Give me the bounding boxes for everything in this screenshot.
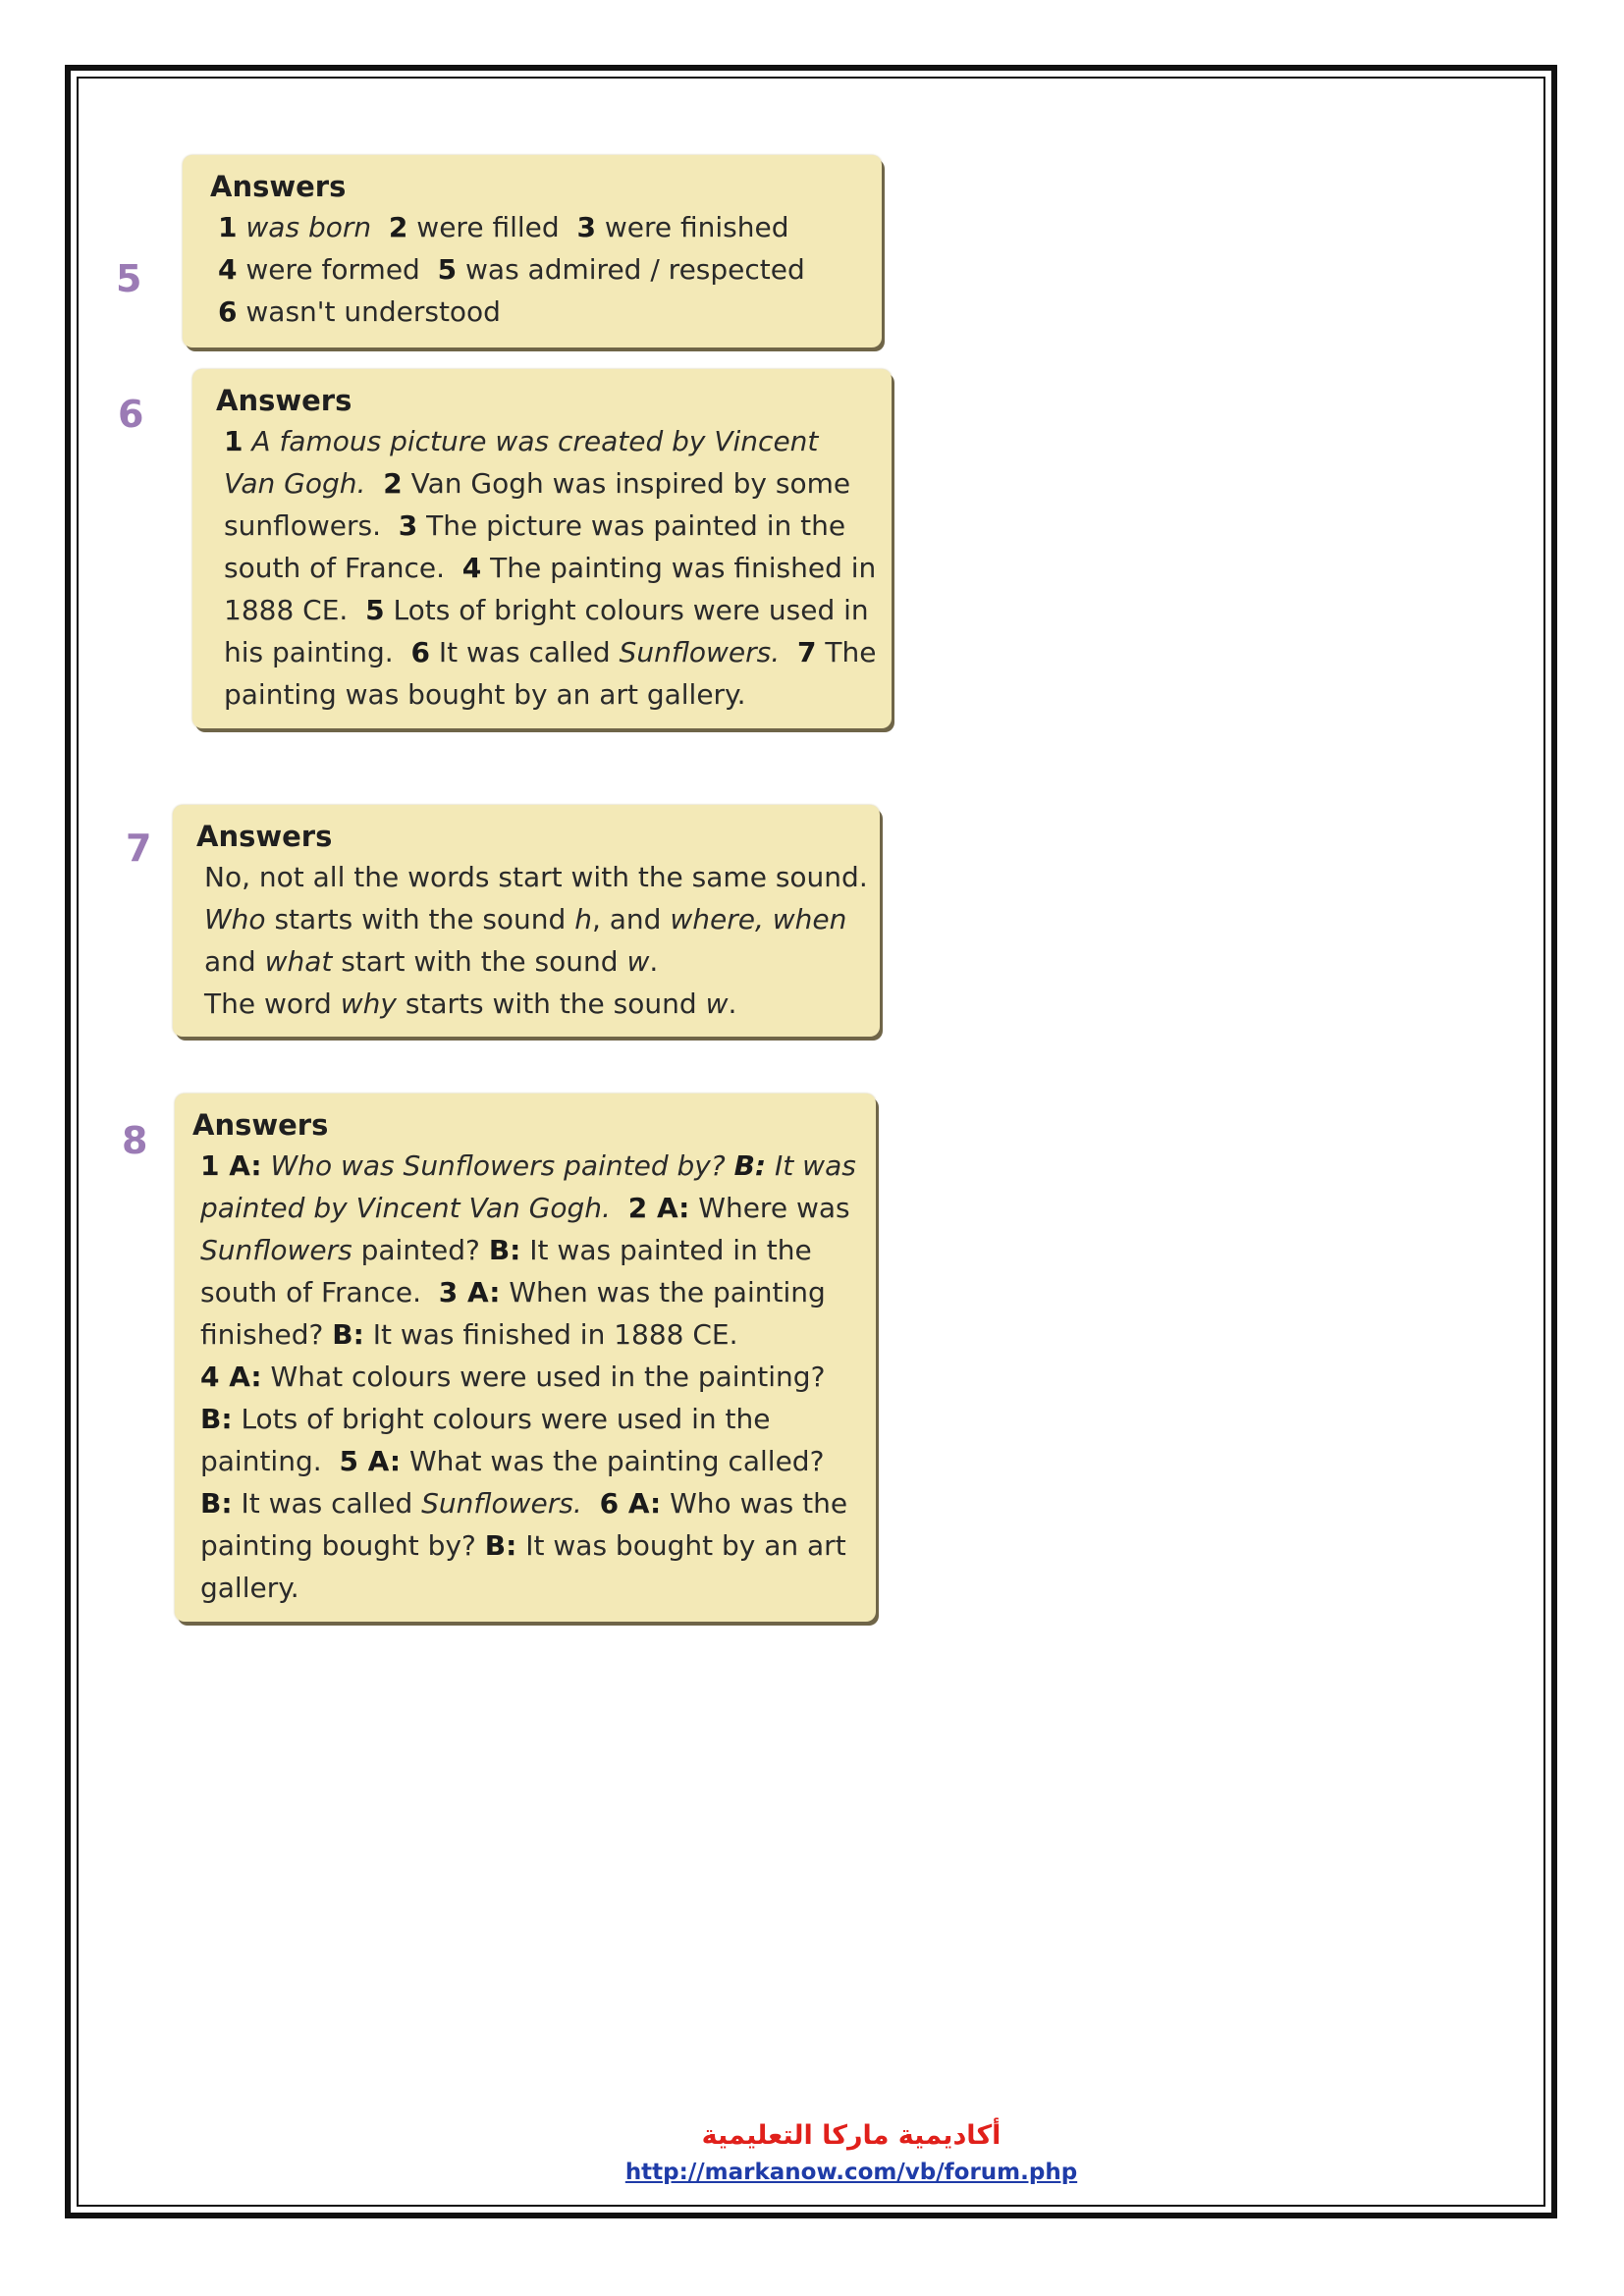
answer-box <box>192 369 892 728</box>
answer-box-title: Answers <box>210 170 347 203</box>
answer-text: Who was the <box>661 1487 848 1520</box>
answer-lines <box>210 206 862 333</box>
answer-text: 6 <box>410 636 430 668</box>
answer-text: w <box>626 945 650 978</box>
answer-text: wasn't understood <box>237 295 501 328</box>
answer-text: 4 <box>218 253 238 286</box>
answer-text: starts with the sound <box>396 988 706 1020</box>
answer-text: 6 <box>218 295 238 328</box>
answer-text: south of France. <box>200 1276 439 1308</box>
answer-text: B: <box>332 1318 364 1351</box>
answer-lines <box>196 856 868 1025</box>
answer-text: Who <box>204 903 266 935</box>
answer-line <box>200 1313 856 1356</box>
answer-text: B: <box>200 1487 233 1520</box>
answer-box <box>183 155 882 347</box>
answer-box <box>175 1094 876 1622</box>
answer-text: 1 <box>224 425 244 457</box>
answer-text: Van Gogh was inspired by some <box>402 467 851 500</box>
answer-text: 3 <box>398 509 418 542</box>
answer-line <box>224 589 872 631</box>
answer-text: 2 <box>388 211 408 243</box>
answer-text: painting bought by? <box>200 1529 485 1562</box>
answer-text: . <box>728 988 737 1020</box>
answer-text: B: <box>488 1234 521 1266</box>
answer-text: Sunflowers. <box>421 1487 582 1520</box>
exercise-number: 6 <box>118 393 144 436</box>
answer-text: It was painted in the <box>520 1234 812 1266</box>
answer-line <box>204 983 860 1025</box>
answer-text: 2 <box>383 467 403 500</box>
answer-text: Who was Sunflowers painted by? <box>270 1149 734 1182</box>
answer-text: What was the painting called? <box>401 1445 825 1477</box>
answer-line <box>218 248 862 291</box>
answer-text: , and <box>591 903 671 935</box>
answer-lines <box>192 1145 856 1609</box>
answer-line <box>218 291 862 333</box>
answer-text: 1888 CE. <box>224 594 366 626</box>
answer-text <box>780 636 797 668</box>
answer-line <box>200 1482 856 1524</box>
answer-line <box>200 1187 856 1229</box>
answer-box-title: Answers <box>192 1108 329 1142</box>
exercise-number: 7 <box>126 827 152 870</box>
answer-text: Lots of bright colours were used in the <box>232 1403 771 1435</box>
answer-line <box>204 898 860 940</box>
answer-line <box>200 1398 856 1440</box>
answer-text: 7 <box>796 636 817 668</box>
answer-text: What colours were used in the painting? <box>261 1361 826 1393</box>
answer-line <box>200 1356 856 1398</box>
answer-text: When was the painting <box>500 1276 826 1308</box>
answer-text: No, not all the words start with the same sound. <box>204 861 868 893</box>
answer-line <box>224 505 872 547</box>
answer-text: Sunflowers. <box>619 636 781 668</box>
answer-text <box>582 1487 600 1520</box>
answer-line <box>200 1524 856 1567</box>
answer-box-title: Answers <box>216 384 352 417</box>
answer-text: his painting. <box>224 636 411 668</box>
answer-text: 5 <box>365 594 385 626</box>
answer-line <box>204 940 860 983</box>
answer-text: painting was bought by an art gallery. <box>224 678 746 711</box>
answer-text: was admired / respected <box>457 253 805 286</box>
answer-text: Lots of bright colours were used in <box>384 594 869 626</box>
answer-line <box>204 856 868 898</box>
answer-text: painting. <box>200 1445 340 1477</box>
answer-text: Where was <box>689 1192 850 1224</box>
answer-text: 1 A: <box>200 1149 262 1182</box>
answer-text: 5 A: <box>339 1445 402 1477</box>
answer-text: The painting was finished in <box>481 552 877 584</box>
answer-line <box>224 631 877 673</box>
answer-text: Sunflowers <box>200 1234 352 1266</box>
answer-line <box>200 1567 856 1609</box>
exercise-number: 8 <box>122 1119 148 1162</box>
answer-text: 4 A: <box>200 1361 262 1393</box>
answer-text: . <box>649 945 659 978</box>
answer-text: 1 <box>218 211 238 243</box>
answer-text: It was bought by an art <box>516 1529 846 1562</box>
answer-text: where, when <box>670 903 847 935</box>
answer-text: B: <box>200 1403 233 1435</box>
answer-text: were finished <box>595 211 789 243</box>
answer-text: h <box>574 903 592 935</box>
answer-text: 6 A: <box>599 1487 662 1520</box>
answer-text: It was finished in 1888 CE. <box>363 1318 738 1351</box>
exercise-number: 5 <box>116 257 142 300</box>
answer-line <box>200 1229 856 1271</box>
footer-academy-name: أكاديمية ماركا التعليمية <box>701 2120 1001 2151</box>
answer-text: south of France. <box>224 552 462 584</box>
footer-link[interactable]: http://markanow.com/vb/forum.php <box>624 2160 1078 2185</box>
answer-text: B: <box>484 1529 517 1562</box>
answer-text: and <box>204 945 265 978</box>
answer-text: The word <box>204 988 341 1020</box>
answer-text: 4 <box>461 552 482 584</box>
answer-line <box>200 1440 856 1482</box>
answer-text: was born <box>245 211 372 243</box>
answer-text: 2 A: <box>627 1192 690 1224</box>
answer-line <box>200 1271 856 1313</box>
answer-text: sunflowers. <box>224 509 399 542</box>
answer-text: Van Gogh. <box>224 467 366 500</box>
answer-text: 3 <box>576 211 596 243</box>
answer-text <box>365 467 383 500</box>
answer-text: It was <box>766 1149 856 1182</box>
answer-box-title: Answers <box>196 820 333 853</box>
answer-line <box>224 420 872 462</box>
answer-text <box>371 211 389 243</box>
answer-line <box>218 206 862 248</box>
answer-text: B: <box>733 1149 767 1182</box>
answer-text: It was called <box>429 636 620 668</box>
answer-text: starts with the sound <box>265 903 575 935</box>
answer-text: 5 <box>437 253 458 286</box>
answer-lines <box>216 420 877 716</box>
answer-text: start with the sound <box>332 945 627 978</box>
answer-text <box>262 1149 271 1182</box>
answer-box <box>173 805 880 1037</box>
answer-text: were formed <box>237 253 438 286</box>
answer-text: what <box>264 945 333 978</box>
answer-text: gallery. <box>200 1572 299 1604</box>
answer-text: The <box>816 636 877 668</box>
answer-text: A famous picture was created by Vincent <box>251 425 819 457</box>
answer-text <box>611 1192 628 1224</box>
answer-text: w <box>705 988 729 1020</box>
answer-text: finished? <box>200 1318 333 1351</box>
answer-text: were filled <box>407 211 577 243</box>
answer-line <box>200 1145 856 1187</box>
answer-line <box>224 547 877 589</box>
answer-text: It was called <box>232 1487 422 1520</box>
answer-text: painted by Vincent Van Gogh. <box>200 1192 611 1224</box>
answer-text: painted? <box>352 1234 489 1266</box>
answer-text: why <box>340 988 397 1020</box>
answer-line <box>224 462 872 505</box>
answer-line <box>224 673 872 716</box>
answer-text: 3 A: <box>438 1276 501 1308</box>
answer-text: The picture was painted in the <box>417 509 846 542</box>
